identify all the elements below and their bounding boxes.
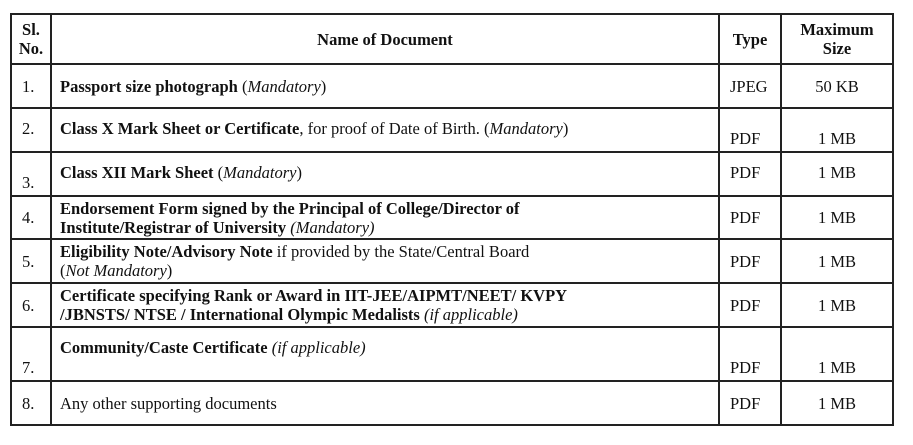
row-sl-no: 6. (11, 283, 51, 327)
table-row (11, 152, 893, 196)
row-sl-no: 8. (11, 381, 51, 425)
row-sl-no: 7. (11, 327, 51, 381)
row-document-name: Class XII Mark Sheet (Mandatory) (51, 152, 719, 196)
row-document-name: Passport size photograph (Mandatory) (51, 64, 719, 108)
row-max-size: 1 MB (781, 108, 893, 152)
table-row (11, 64, 893, 108)
row-sl-no: 5. (11, 239, 51, 283)
row-max-size: 1 MB (781, 152, 893, 196)
table-row (11, 239, 893, 283)
row-max-size: 1 MB (781, 239, 893, 283)
row-document-name: Endorsement Form signed by the Principal of College/Director of Institute/Registrar of University (Mandatory) (51, 196, 719, 239)
header-name-of-document: Name of Document (51, 14, 719, 64)
row-max-size: 1 MB (781, 381, 893, 425)
row-type: PDF (719, 239, 781, 283)
header-type: Type (719, 14, 781, 64)
header-maximum-size: Maximum Size (781, 14, 893, 64)
row-document-name: Community/Caste Certificate (if applicable) (51, 327, 719, 381)
row-sl-no: 3. (11, 152, 51, 196)
row-type: JPEG (719, 64, 781, 108)
row-max-size: 50 KB (781, 64, 893, 108)
row-document-name: Eligibility Note/Advisory Note if provided by the State/Central Board (Not Mandatory) (51, 239, 719, 283)
row-max-size: 1 MB (781, 283, 893, 327)
row-type: PDF (719, 152, 781, 196)
row-type: PDF (719, 196, 781, 239)
row-type: PDF (719, 283, 781, 327)
header-sl-no: Sl. No. (11, 14, 51, 64)
header-row (11, 14, 893, 64)
row-max-size: 1 MB (781, 196, 893, 239)
table-row (11, 381, 893, 425)
table-row (11, 283, 893, 327)
row-document-name: Class X Mark Sheet or Certificate, for proof of Date of Birth. (Mandatory) (51, 108, 719, 152)
row-type: PDF (719, 108, 781, 152)
table-row (11, 196, 893, 239)
row-max-size: 1 MB (781, 327, 893, 381)
documents-table (10, 13, 894, 426)
row-document-name: Certificate specifying Rank or Award in IIT-JEE/AIPMT/NEET/ KVPY /JBNSTS/ NTSE / International Olympic Medalists (if applicable) (51, 283, 719, 327)
table-row (11, 108, 893, 152)
row-sl-no: 2. (11, 108, 51, 152)
row-document-name: Any other supporting documents (51, 381, 719, 425)
row-sl-no: 1. (11, 64, 51, 108)
row-type: PDF (719, 381, 781, 425)
row-type: PDF (719, 327, 781, 381)
table-row (11, 327, 893, 381)
row-sl-no: 4. (11, 196, 51, 239)
